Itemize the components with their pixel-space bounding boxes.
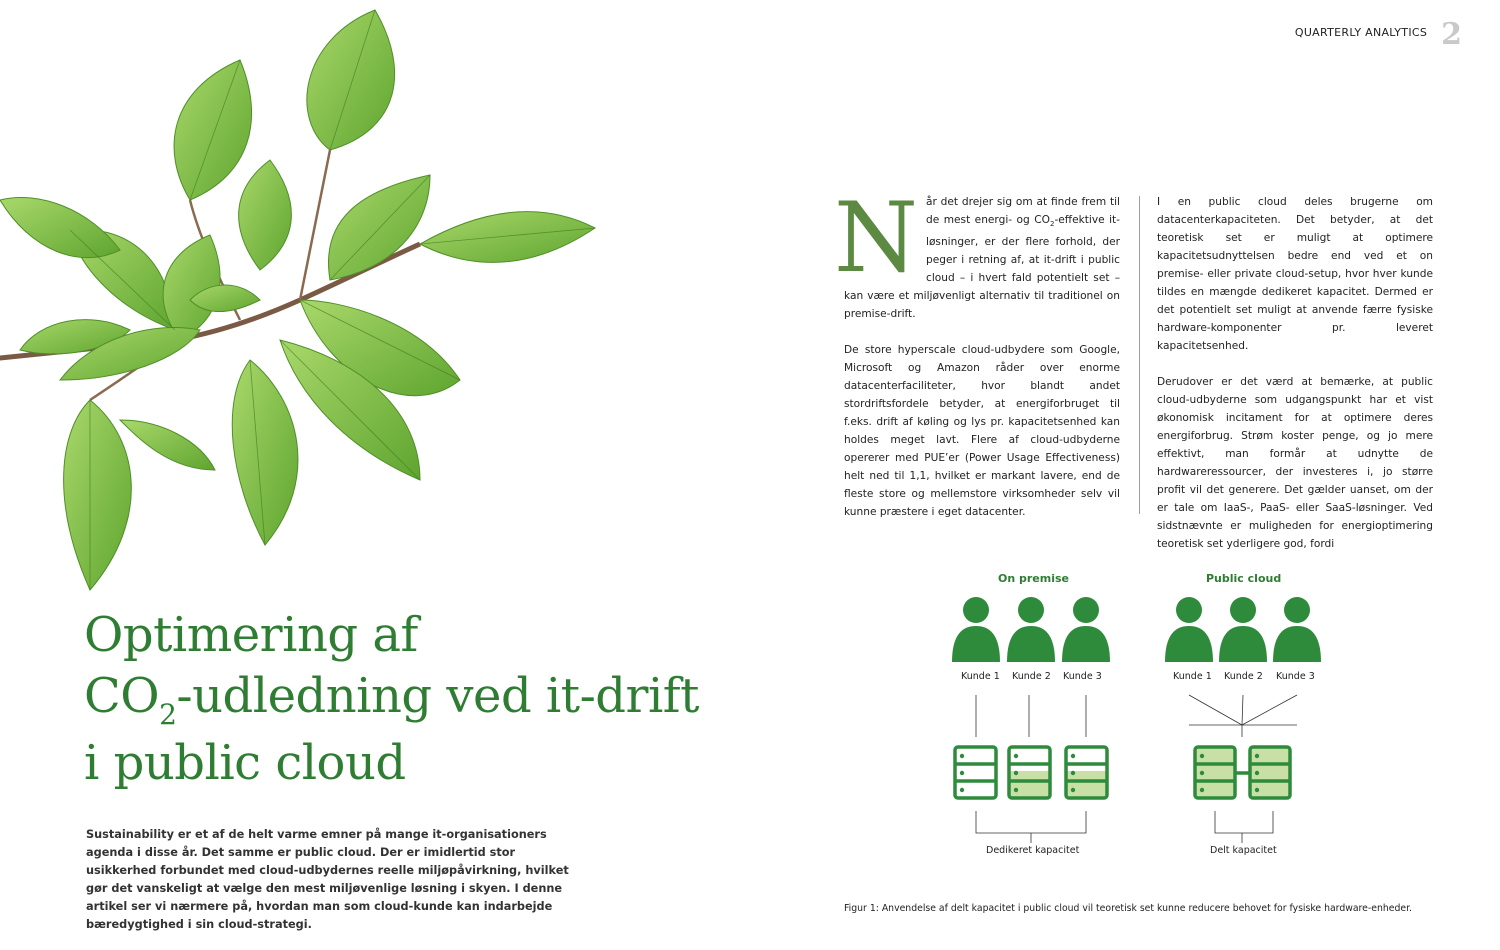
paragraph-2: De store hyperscale cloud-udbydere som Google, Microsoft og Amazon råder over enorme datacenterfaciliteter, hvor blandt andet stordriftsfordele betyder, at energiforbruget til f.eks. drift af køling og lys pr. kapacitetsenhed kan holdes meget lavt. Flere af cloud-udbyderne opererer med PUE’er (Power Usage Effectiveness) helt ned til 1,1, hvilket er markant lavere, end de fleste store og mellemstore virksomheder selv vil kunne præstere i eget datacenter. xyxy=(844,344,1120,519)
user-icon xyxy=(1062,597,1110,662)
title-line-2 xyxy=(84,666,699,733)
p1-part-a: år det drejer sig om at finde frem til de mest energi- og CO xyxy=(926,196,1120,226)
lead-paragraph: Sustainability er et af de helt varme emner på mange it-organisationers agenda i disse år. Det samme er public cloud. Der er imidlertid stor usikkerhed forbundet med cloud-udbydernes reelle miljøpåvirkning, hvilket gør det vanskeligt at vælge den mest miljøvenlige løsning i skyen. I denne artikel ser vi nærmere på, hvordan man som cloud-kunde kan indarbejde bæredygtighed i sin cloud-strategi. xyxy=(86,828,569,931)
title-line-3: i public cloud xyxy=(84,735,406,791)
title-line-1: Optimering af xyxy=(84,607,418,663)
customer-label: Kunde 1 xyxy=(1173,671,1212,682)
body-column-2 xyxy=(1157,193,1433,550)
user-icon xyxy=(1165,597,1213,662)
dedicated-capacity-label: Dedikeret kapacitet xyxy=(986,845,1080,856)
user-icon xyxy=(1007,597,1055,662)
customer-label: Kunde 3 xyxy=(1276,671,1315,682)
customer-label: Kunde 2 xyxy=(1224,671,1263,682)
figure-diagram xyxy=(940,565,1340,865)
on-premise-title: On premise xyxy=(998,572,1070,585)
p1-subscript: 2 xyxy=(1049,220,1055,229)
drop-cap: N xyxy=(834,182,918,294)
paragraph-3: I en public cloud deles brugerne om datacenterkapaciteten. Det betyder, at det teoretisk set er muligt at optimere kapacitetsudnyttelsen bedre end ved et on premise- eller private cloud-setup, hvor hver kunde tildes en mængde dedikeret kapacitet. Dermed er det potentielt set muligt at anvende færre fysiske hardware-komponenter pr. leveret kapacitetsenhed. xyxy=(1157,196,1433,352)
diagram-graphics xyxy=(940,565,1340,865)
page-header xyxy=(1294,17,1462,52)
column-divider xyxy=(1139,196,1140,514)
public-cloud-title: Public cloud xyxy=(1206,572,1282,585)
shared-capacity-label: Delt kapacitet xyxy=(1210,845,1277,856)
customer-label: Kunde 1 xyxy=(961,671,1000,682)
customer-label: Kunde 3 xyxy=(1063,671,1102,682)
body-column-1 xyxy=(834,182,1120,539)
paragraph-1 xyxy=(834,182,1120,323)
user-icon xyxy=(952,597,1000,662)
article-title xyxy=(84,605,699,794)
title-co: CO xyxy=(84,668,160,724)
user-icon xyxy=(1219,597,1267,662)
title-subscript: 2 xyxy=(159,698,177,731)
leaves-illustration xyxy=(0,0,610,600)
paragraph-4: Derudover er det værd at bemærke, at public cloud-udbyderne som udgangspunkt har et vist økonomisk incitament for at optimere deres energiforbrug. Strøm koster penge, og jo mere effektivt, man formår at udnytte de hardwareressourcer, der investeres i, jo større profit vil det generere. Det gælder uanset, om der er tale om IaaS-, PaaS- eller SaaS-løsninger. Ved sidstnævnte er muligheden for energioptimering teoretisk set yderligere god, fordi xyxy=(1157,376,1433,550)
page-number: 2 xyxy=(1441,17,1462,52)
section-label: QUARTERLY ANALYTICS xyxy=(1294,25,1428,39)
user-icon xyxy=(1273,597,1321,662)
customer-label: Kunde 2 xyxy=(1012,671,1051,682)
figure-caption: Figur 1: Anvendelse af delt kapacitet i public cloud vil teoretisk set kunne reducere behovet for fysiske hardware-enheder. xyxy=(844,903,1412,914)
p1-part-b: -effektive it-løsninger, er der flere forhold, der peger i retning af, at it-drift i public cloud – i hvert fald potentielt set – kan være et miljøvenligt alternativ til traditionel on premise-drift. xyxy=(844,214,1120,321)
title-rest: -udledning ved it-drift xyxy=(176,668,699,724)
